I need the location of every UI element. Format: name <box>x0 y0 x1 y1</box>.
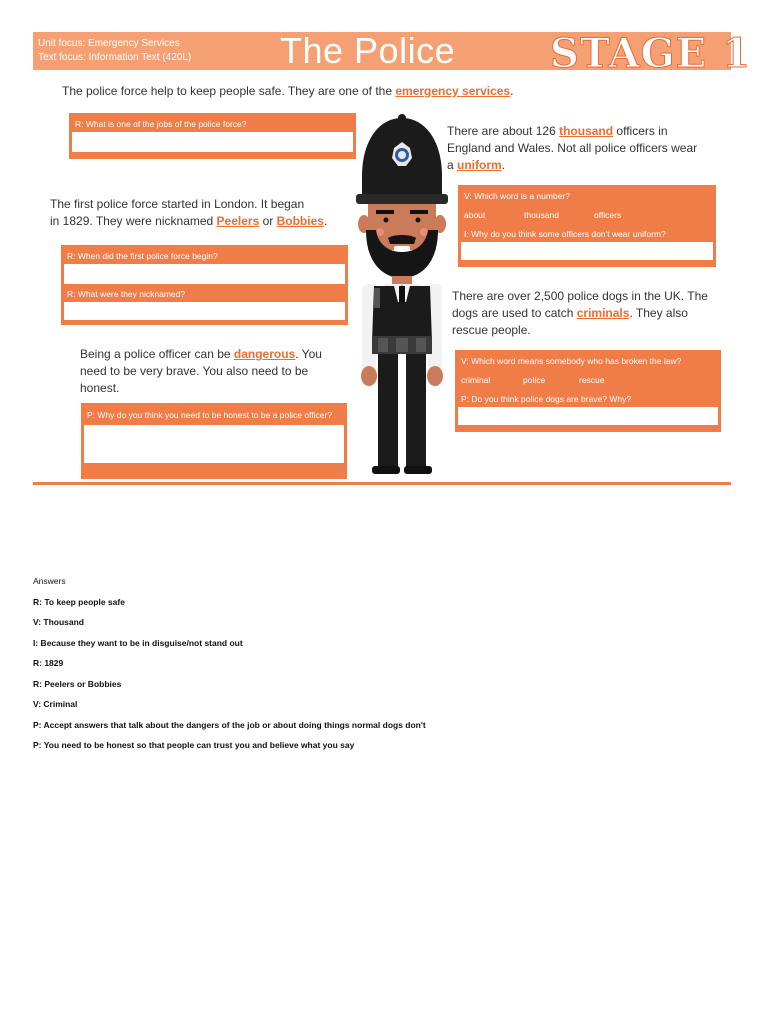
officers-end: . <box>501 158 506 172</box>
dogs-text: There are over 2,500 police dogs in the UK. The dogs are used to catch <box>452 289 708 320</box>
choice-about[interactable]: about <box>464 210 486 220</box>
question-box-number <box>458 185 716 267</box>
question-label: V: Which word means somebody who has broken the law? <box>461 356 682 366</box>
history-or: or <box>259 214 277 228</box>
history-line-2: in 1829. They were nicknamed <box>50 214 217 228</box>
question-label: R: When did the first police force begin? <box>67 251 218 261</box>
unit-info <box>38 37 191 65</box>
keyword-uniform: uniform <box>457 158 502 172</box>
question-box-jobs <box>69 113 356 159</box>
question-box-honest <box>81 403 347 479</box>
answer-line: R: To keep people safe <box>33 596 125 607</box>
answer-line: R: 1829 <box>33 658 64 668</box>
answers-heading: Answers <box>33 576 66 586</box>
officers-text-2: officers in England and Wales. Not all police officers wear a <box>447 124 698 172</box>
keyword-bobbies: Bobbies <box>276 214 324 228</box>
stage-badge: STAGE 1 <box>550 30 751 77</box>
answer-line: R: Peelers or Bobbies <box>33 678 122 689</box>
dogs-paragraph <box>452 288 714 339</box>
choice-criminal[interactable]: criminal <box>461 375 491 385</box>
unit-focus-text: Unit focus: Emergency Services <box>38 38 180 49</box>
answer-line: I: Because they want to be in disguise/not stand out <box>33 637 243 648</box>
page-title: The Police <box>280 30 456 71</box>
answer-field[interactable] <box>458 407 718 425</box>
history-line-1: The first police force started in London. It began <box>50 197 305 211</box>
text-focus-text: Text focus: Information Text (420L) <box>38 52 192 63</box>
history-end: . <box>323 214 328 228</box>
answer-line: P: You need to be honest so that people can trust you and believe what you say <box>33 740 355 750</box>
keyword-thousand: thousand <box>559 124 614 138</box>
choice-rescue[interactable]: rescue <box>579 375 605 385</box>
question-box-criminal <box>455 350 721 432</box>
danger-paragraph <box>80 346 342 397</box>
police-officer-illustration <box>348 112 456 478</box>
question-label: V: Which word is a number? <box>464 191 570 201</box>
officers-text: There are about 126 <box>447 124 560 138</box>
keyword-criminals: criminals <box>576 306 630 320</box>
section-divider <box>33 482 731 485</box>
keyword-emergency-services: emergency services <box>395 84 511 98</box>
danger-text: Being a police officer can be <box>80 347 234 361</box>
choice-officers[interactable]: officers <box>594 210 622 220</box>
intro-end: . <box>510 84 514 98</box>
dogs-text-2: . They also rescue people. <box>452 306 688 337</box>
question-label: R: What is one of the jobs of the police force? <box>75 119 247 129</box>
answer-line: V: Thousand <box>33 617 84 627</box>
intro-paragraph <box>62 83 622 100</box>
answer-field[interactable] <box>72 132 353 152</box>
answer-line: P: Accept answers that talk about the dangers of the job or about doing things normal dogs don't <box>33 719 426 730</box>
choice-police[interactable]: police <box>523 375 546 385</box>
answer-field[interactable] <box>84 425 344 463</box>
choice-row <box>458 369 718 391</box>
answer-line: V: Criminal <box>33 699 78 709</box>
question-label: P: Do you think police dogs are brave? Why? <box>461 394 632 404</box>
officers-paragraph <box>447 123 705 174</box>
keyword-dangerous: dangerous <box>233 347 296 361</box>
answers-section <box>33 575 426 760</box>
choice-row <box>461 204 713 226</box>
intro-text: The police force help to keep people safe. They are one of the <box>62 84 396 98</box>
question-label: P: Why do you think you need to be honest to be a police officer? <box>87 410 333 420</box>
choice-thousand[interactable]: thousand <box>524 210 559 220</box>
answer-field[interactable] <box>64 302 345 320</box>
answer-field[interactable] <box>461 242 713 260</box>
history-paragraph <box>50 196 350 230</box>
question-box-history <box>61 245 348 325</box>
question-label: I: Why do you think some officers don't wear uniform? <box>464 229 666 239</box>
question-label: R: What were they nicknamed? <box>67 289 186 299</box>
answer-field[interactable] <box>64 264 345 284</box>
keyword-peelers: Peelers <box>216 214 260 228</box>
danger-text-2: . You need to be very brave. You also need to be honest. <box>80 347 322 395</box>
